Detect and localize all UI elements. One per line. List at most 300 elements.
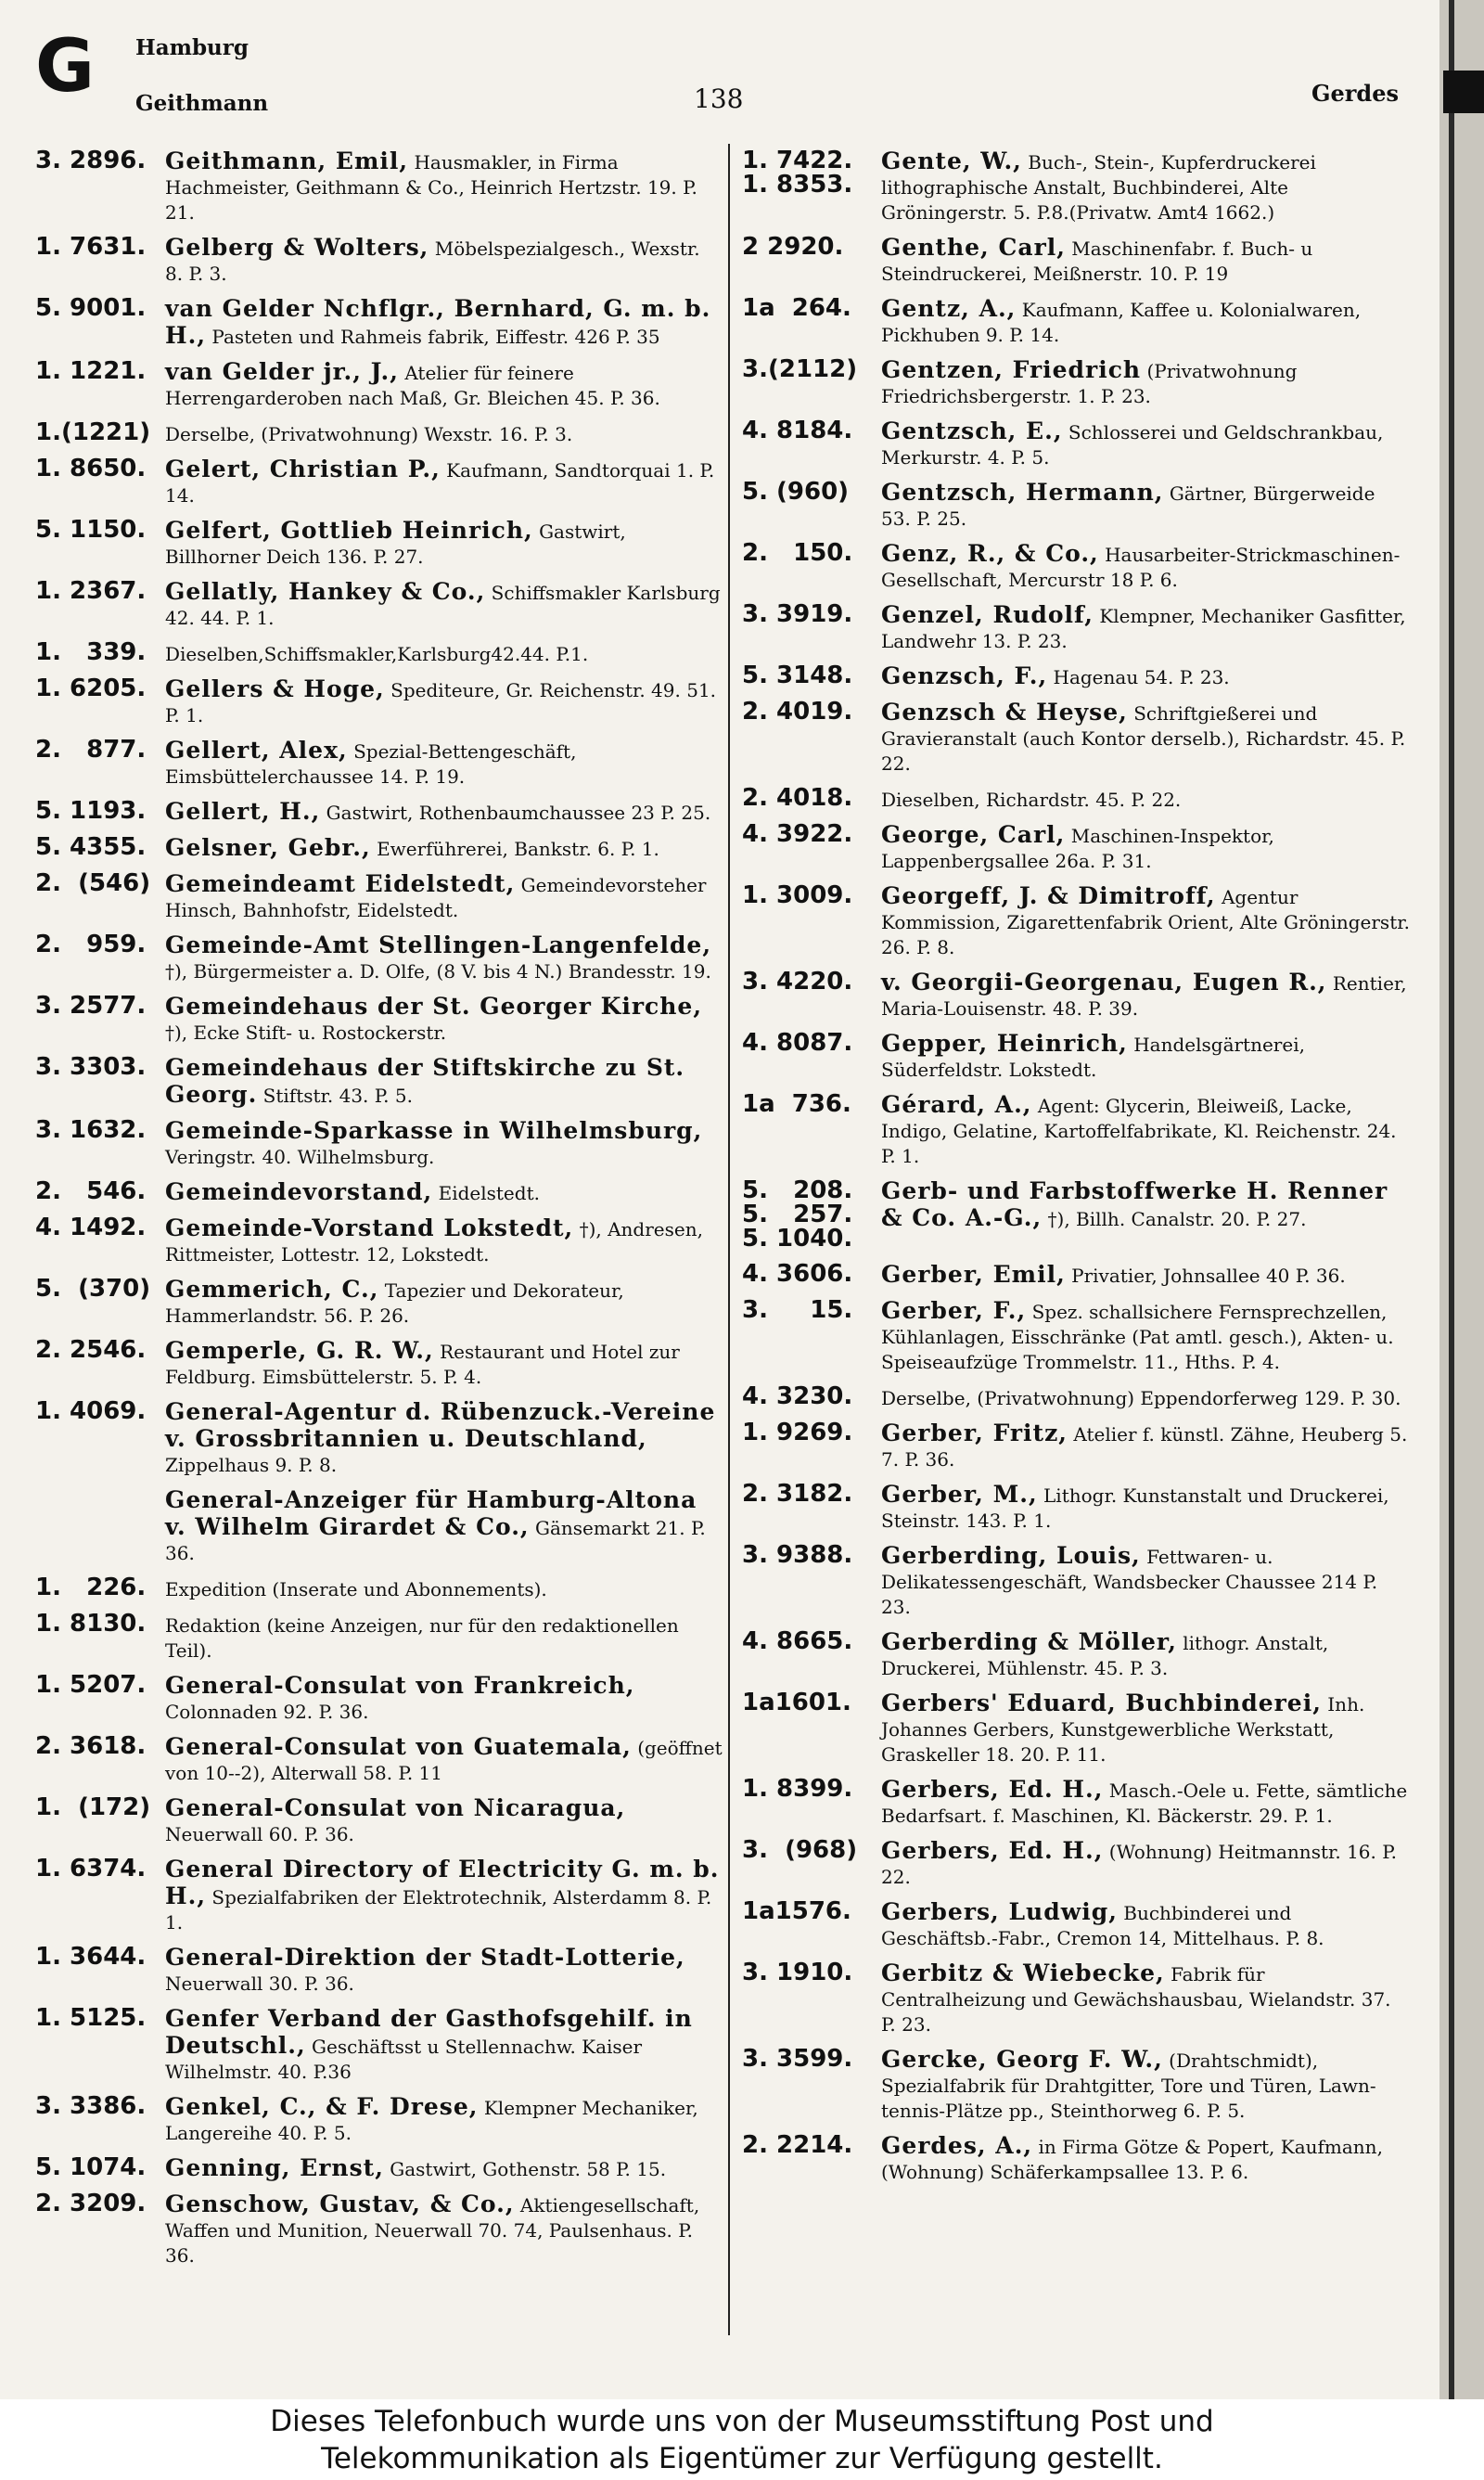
entry-body [165,640,723,667]
entry-name: Genzsch & Heyse, [881,699,1128,726]
entry-name: Gemeinde-Sparkasse in Wilhelmsburg, [165,1117,703,1144]
entry-details: (Drahtschmidt), Spezialfabrik für Drahtgitter, Tore und Türen, Lawn-tennis-Plätze pp., Steinthorweg 6. P. 5. [881,2050,1376,2122]
directory-entry [35,296,723,350]
directory-entry [35,871,723,923]
entry-body [165,2006,723,2085]
entry-body [881,296,1410,348]
entry-name: Genthe, Carl, [881,234,1066,261]
phone-number: 1. 1221. [35,357,147,385]
directory-entry [742,1899,1410,1951]
entry-name: v. Georgii-Georgenau, Eugen R., [881,969,1327,996]
directory-entry [742,541,1410,593]
directory-entry [35,1179,723,1206]
entry-body [165,1857,723,1935]
entry-body [165,1487,723,1566]
phone-number: 3. 2577. [35,992,147,1020]
entry-details: Stiftstr. 43. P. 5. [262,1085,413,1107]
directory-entry [35,676,723,728]
phone-number: 3. 1632. [35,1116,147,1144]
header-city: Hamburg [135,35,249,60]
directory-entry [35,2155,723,2182]
entry-details: Maschinen-Inspektor, Lappenbergsallee 26a. P. 31. [881,825,1274,872]
entry-body [881,970,1410,1022]
directory-entry [35,1945,723,1997]
entry-body [165,1795,723,1847]
phone-number: 4. 3230. [742,1382,853,1410]
directory-entry [35,1118,723,1170]
directory-entry [742,822,1410,874]
phone-number: 3. 4220. [742,968,853,996]
entry-name: Gemeindehaus der St. Georger Kirche, [165,993,703,1020]
directory-entry [35,2094,723,2146]
directory-entry [35,1338,723,1390]
entry-name: General-Anzeiger für Hamburg-Altona v. Wilhelm Girardet & Co., [165,1486,697,1540]
entry-name: George, Carl, [881,821,1066,848]
entry-body [881,1092,1410,1169]
phone-number: 5. (370) [35,1275,151,1303]
entry-details: Gärtner, Bürgerweide 53. P. 25. [881,482,1375,530]
phone-number: 4. 1492. [35,1214,147,1241]
phone-number: 3. 15. [742,1296,853,1324]
entry-details: Gastwirt, Gothenstr. 58 P. 15. [390,2158,667,2180]
phone-number: 1. 8130. [35,1610,147,1638]
entry-details: Buchbinderei und Geschäftsb.-Fabr., Cremon 14, Mittelhaus. P. 8. [881,1902,1324,1949]
entry-body [165,420,723,447]
entry-name: Gerbers' Eduard, Buchbinderei, [881,1690,1322,1716]
phone-number: 3. 2896. [35,147,147,174]
phone-number: 3.(2112) [742,355,858,383]
phone-number: 1a1601. [742,1689,851,1716]
phone-number: 5. 208. 5. 257. 5. 1040. [742,1176,853,1253]
entry-body [881,1031,1410,1083]
entry-body [881,1690,1410,1767]
directory-entry [742,700,1410,777]
directory-entry [35,640,723,667]
entry-name: Genzel, Rudolf, [881,601,1094,628]
entry-details: Maschinenfabr. f. Buch- u Steindruckerei, Meißnerstr. 10. P. 19 [881,238,1313,285]
entry-body [165,1673,723,1725]
directory-entry [742,1092,1410,1169]
entry-details: Spez. schallsichere Fernsprechzellen, Kühlanlagen, Eisschränke (Pat amtl. gesch.), Akten- u. Speiseaufzüge Trommelstr. 11., Hths. P. 4. [881,1301,1394,1373]
entry-name: Gentzen, Friedrich [881,356,1142,383]
entry-name: Genschow, Gustav, & Co., [165,2191,515,2217]
phone-number: 4. 8087. [742,1029,853,1057]
directory-entry [742,1543,1410,1620]
entry-body [165,1055,723,1109]
entry-name: Gepper, Heinrich, [881,1030,1128,1057]
entry-body [165,1338,723,1390]
entry-details: Hausmakler, in Firma Hachmeister, Geithmann & Co., Heinrich Hertzstr. 19. P. 21. [165,151,697,224]
entry-details: Hagenau 54. P. 23. [1053,666,1230,688]
directory-entry [35,994,723,1046]
entry-name: Gelsner, Gebr., [165,834,371,861]
directory-entry [35,1399,723,1478]
directory-entry [742,357,1410,409]
directory-entry [35,2191,723,2268]
entry-body [165,799,723,826]
phone-number: 1. 226. [35,1574,147,1601]
directory-entry [35,1575,723,1602]
directory-entry [742,1482,1410,1534]
column-divider [728,144,730,2335]
entry-details: Colonnaden 92. P. 36. [165,1701,369,1723]
entry-details: Atelier f. künstl. Zähne, Heuberg 5. 7. P. 36. [881,1423,1408,1471]
footer-note [0,2399,1484,2480]
entry-body [881,1298,1410,1375]
entry-details: Buch-, Stein-, Kupferdruckerei lithographische Anstalt, Buchbinderei, Alte Gröningerstr. 5. P.8.(Privatw. Amt4 1662.) [881,151,1316,224]
entry-name: Gemeindevorstand, [165,1178,433,1205]
entry-body [165,1399,723,1478]
entry-name: Gentzsch, E., [881,418,1063,444]
entry-body [881,1777,1410,1829]
phone-number: 3. 3303. [35,1053,147,1081]
entry-body [881,357,1410,409]
entry-name: General Directory of Electricity G. m. b. H., [165,1856,720,1909]
entry-body [881,700,1410,777]
entry-body [881,541,1410,593]
directory-entry [742,2047,1410,2124]
directory-entry [742,296,1410,348]
phone-number: 1. 5125. [35,2004,147,2032]
entry-name: Gemeindeamt Eidelstedt, [165,870,516,897]
phone-number: 1. 7631. [35,233,147,261]
page-edge [1439,0,1484,2399]
entry-details: Atelier für feinere Herrengarderoben nach Maß, Gr. Bleichen 45. P. 36. [165,362,660,409]
entry-body [881,480,1410,532]
phone-number: 2. 3618. [35,1732,147,1760]
entry-details: †), Andresen, Rittmeister, Lottestr. 12, Lokstedt. [165,1218,703,1266]
directory-entry [35,1857,723,1935]
phone-number: 1a 264. [742,294,851,322]
directory-entry [35,835,723,862]
phone-number: 1a 736. [742,1090,851,1118]
phone-number: 4. 3606. [742,1260,853,1288]
entry-name: Gellert, Alex, [165,737,348,764]
entry-body [165,296,723,350]
directory-entry [742,663,1410,690]
entry-name: Gelfert, Gottlieb Heinrich, [165,517,533,544]
entry-details: Spediteure, Gr. Reichenstr. 49. 51. P. 1. [165,679,717,726]
entry-details: Fettwaren- u. Delikatessengeschäft, Wandsbecker Chaussee 214 P. 23. [881,1546,1378,1618]
phone-number: 1. 8650. [35,455,147,482]
entry-body [165,994,723,1046]
entry-details: Redaktion (keine Anzeigen, nur für den redaktionellen Teil). [165,1614,679,1662]
entry-name: Gerber, Emil, [881,1261,1066,1288]
entry-body [165,1118,723,1170]
entry-details: (Privatwohnung Friedrichsbergerstr. 1. P. 23. [881,360,1298,407]
entry-body [165,359,723,411]
entry-body [881,1543,1410,1620]
phone-number: 1. 6205. [35,675,147,702]
entry-details: Lithogr. Kunstanstalt und Druckerei, Steinstr. 143. P. 1. [881,1484,1389,1532]
entry-body [165,1575,723,1602]
phone-number: 2. 2546. [35,1336,147,1364]
entry-body [165,871,723,923]
entry-details: Dieselben, Richardstr. 45. P. 22. [881,789,1182,811]
phone-number: 2. (546) [35,869,151,897]
entry-name: General-Direktion der Stadt-Lotterie, [165,1944,685,1971]
directory-entry [742,235,1410,287]
entry-details: Aktiengesellschaft, Waffen und Munition, Neuerwall 70. 74, Paulsenhaus. P. 36. [165,2194,700,2267]
phone-number: 1. 6374. [35,1855,147,1882]
entry-name: Georgeff, J. & Dimitroff, [881,882,1216,909]
entry-details: in Firma Götze & Popert, Kaufmann, (Wohnung) Schäferkampsallee 13. P. 6. [881,2136,1383,2183]
entry-name: van Gelder Nchflgr., Bernhard, G. m. b. H., [165,295,711,349]
entry-name: Gerbers, Ed. H., [881,1837,1104,1864]
phone-number: 3. 3919. [742,600,853,628]
phone-number: 5. 9001. [35,294,147,322]
entry-name: Gemeinde-Amt Stellingen-Langenfelde, [165,932,712,958]
directory-entry [742,1031,1410,1083]
phone-number: 4. 8184. [742,417,853,444]
directory-entry [35,579,723,631]
directory-entry [35,1487,723,1566]
entry-details: Restaurant und Hotel zur Feldburg. Eimsbüttelerstr. 5. P. 4. [165,1341,680,1388]
phone-number: 2. 4018. [742,784,853,812]
entry-name: Genning, Ernst, [165,2154,384,2181]
binding-strip [1449,0,1454,2399]
entry-name: Gerber, F., [881,1297,1027,1324]
entry-details: Gänsemarkt 21. P. 36. [165,1517,706,1564]
directory-entry [742,1298,1410,1375]
directory-entry [742,1777,1410,1829]
phone-number: 1. 3644. [35,1943,147,1971]
directory-entry [742,602,1410,654]
directory-entry [742,2133,1410,2185]
entry-body [881,663,1410,690]
entry-body [165,579,723,631]
entry-details: Geschäftsst u Stellennachw. Kaiser Wilhelmstr. 40. P.36 [165,2036,643,2083]
entry-body [165,2155,723,2182]
phone-number: 1. 3009. [742,881,853,909]
directory-entry [35,518,723,570]
entry-details: Zippelhaus 9. P. 8. [165,1454,338,1476]
entry-details: lithogr. Anstalt, Druckerei, Mühlenstr. 45. P. 3. [881,1632,1329,1679]
phone-number: 3. 9388. [742,1541,853,1569]
directory-entry [742,1178,1410,1251]
phone-number: 3. 1910. [742,1959,853,1986]
directory-entry [742,1629,1410,1681]
phone-number: 4. 8665. [742,1627,853,1655]
directory-entry [742,1420,1410,1472]
entry-details: Agent: Glycerin, Bleiweiß, Lacke, Indigo, Gelatine, Kartoffelfabrikate, Kl. Reichenstr. 24. P. 1. [881,1095,1397,1167]
entry-name: Gerbers, Ludwig, [881,1898,1118,1925]
entry-name: Gerb- und Farbstoffwerke H. Renner & Co. A.-G., [881,1177,1388,1231]
entry-name: Gemmerich, C., [165,1276,379,1303]
phone-number: 2. 2214. [742,2131,853,2159]
phone-number: 2. 150. [742,539,853,567]
entry-name: Gérard, A., [881,1091,1032,1118]
phone-number: 1. 7422. 1. 8353. [742,147,853,199]
entry-body [881,148,1410,225]
entry-details: Veringstr. 40. Wilhelmsburg. [165,1146,435,1168]
directory-entry [742,1838,1410,1890]
directory-entry [35,420,723,447]
phone-number: 1.(1221) [35,418,151,446]
left-column [35,148,723,2278]
directory-entry [35,456,723,508]
entry-body [881,786,1410,813]
phone-number: 2. 4019. [742,698,853,726]
entry-name: General-Agentur d. Rübenzuck.-Vereine v. Grossbritannien u. Deutschland, [165,1398,716,1452]
entry-details: Schlosserei und Geldschrankbau, Merkurstr. 4. P. 5. [881,421,1384,469]
directory-entry [35,1277,723,1329]
entry-details: Hausarbeiter-Strickmaschinen-Gesellschaft, Mercurstr 18 P. 6. [881,544,1401,591]
directory-entry [35,799,723,826]
entry-body [165,1277,723,1329]
entry-name: General-Consulat von Nicaragua, [165,1794,626,1821]
directory-entry [742,970,1410,1022]
entry-body [165,1734,723,1786]
entry-details: Privatier, Johnsallee 40 P. 36. [1071,1265,1346,1287]
entry-name: Gelberg & Wolters, [165,234,429,261]
directory-entry [742,148,1410,225]
thumb-tab [1443,71,1484,113]
directory-entry [742,786,1410,813]
entry-body [165,738,723,790]
entry-name: Gellatly, Hankey & Co., [165,578,486,605]
directory-entry [742,1262,1410,1289]
entry-details: Schiffsmakler Karlsburg 42. 44. P. 1. [165,582,721,629]
entry-details: Handelsgärtnerei, Süderfeldstr. Lokstedt. [881,1034,1305,1081]
phone-number: 2. 959. [35,931,147,958]
header-last-entry: Gerdes [1311,80,1399,107]
entry-body [165,1612,723,1664]
directory-entry [35,1215,723,1267]
entry-body [165,148,723,225]
entry-details: Eidelstedt. [438,1182,540,1204]
entry-details: Masch.-Oele u. Fette, sämtliche Bedarfsart. f. Maschinen, Kl. Bäckerstr. 29. P. 1. [881,1780,1408,1827]
directory-entry [742,883,1410,960]
entry-name: Genkel, C., & F. Drese, [165,2093,479,2120]
entry-name: Gellers & Hoge, [165,675,385,702]
entry-body [881,1838,1410,1890]
entry-name: Gellert, H., [165,798,321,825]
phone-number: 5. 1074. [35,2153,147,2181]
phone-number: 4. 3922. [742,820,853,848]
phone-number: 5. 4355. [35,833,147,861]
entry-body [881,2133,1410,2185]
entry-details: Gastwirt, Rothenbaumchaussee 23 P. 25. [326,802,711,824]
directory-entry [35,2006,723,2085]
entry-details: Agentur Kommission, Zigarettenfabrik Orient, Alte Gröningerstr. 26. P. 8. [881,886,1410,958]
entry-body [881,1262,1410,1289]
entry-name: Gerbers, Ed. H., [881,1776,1104,1803]
entry-name: Geithmann, Emil, [165,148,409,174]
entry-details: Kaufmann, Sandtorquai 1. P. 14. [165,459,715,507]
entry-name: Genfer Verband der Gasthofsgehilf. in Deutschl., [165,2005,693,2059]
entry-details: Dieselben,Schiffsmakler,Karlsburg42.44. P.1. [165,643,589,665]
phone-number: 5. 1193. [35,797,147,825]
directory-entry [35,1734,723,1786]
directory-entry [35,1612,723,1664]
phone-number: 1a1576. [742,1897,851,1925]
directory-entry [35,148,723,225]
entry-name: Gemeinde-Vorstand Lokstedt, [165,1214,574,1241]
directory-entry [35,1795,723,1847]
directory-entry [35,1673,723,1725]
directory-entry [742,1690,1410,1767]
directory-entry [742,480,1410,532]
directory-entry [742,418,1410,470]
right-column [742,148,1410,2194]
entry-body [881,602,1410,654]
entry-details: Fabrik für Centralheizung und Gewächshausbau, Wielandstr. 37. P. 23. [881,1963,1391,2036]
entry-details: Möbelspezialgesch., Wexstr. 8. P. 3. [165,238,700,285]
phone-number: 2. 546. [35,1177,147,1205]
entry-details: Neuerwall 30. P. 36. [165,1972,354,1995]
entry-name: Gerdes, A., [881,2132,1033,2159]
entry-details: Rentier, Maria-Louisenstr. 48. P. 39. [881,972,1407,1020]
entry-details: Gastwirt, Billhorner Deich 136. P. 27. [165,520,626,568]
directory-entry [35,932,723,984]
entry-name: Gercke, Georg F. W., [881,2046,1163,2073]
entry-name: Gerberding, Louis, [881,1542,1141,1569]
entry-body [165,456,723,508]
entry-body [165,676,723,728]
phone-number: 1. 2367. [35,577,147,605]
entry-name: Gerber, Fritz, [881,1420,1068,1446]
phone-number: 5. 3148. [742,662,853,689]
entry-body [165,1215,723,1267]
entry-name: General-Consulat von Guatemala, [165,1733,632,1760]
entry-body [165,1179,723,1206]
entry-details: †), Billh. Canalstr. 20. P. 27. [1047,1208,1307,1230]
entry-name: Gerbitz & Wiebecke, [881,1960,1165,1986]
phone-number: 5. 1150. [35,516,147,544]
entry-name: Genz, R., & Co., [881,540,1099,567]
phone-number: 2. 3182. [742,1480,853,1508]
phone-number: 3. (968) [742,1836,858,1864]
entry-details: Derselbe, (Privatwohnung) Wexstr. 16. P. 3. [165,423,573,445]
entry-name: van Gelder jr., J., [165,358,399,385]
phone-number: 3. 3386. [35,2092,147,2120]
phone-number: 2. 877. [35,736,147,764]
entry-name: Gentzsch, Hermann, [881,479,1164,506]
entry-body [881,1960,1410,2037]
entry-body [165,1945,723,1997]
entry-body [881,418,1410,470]
entry-body [165,2191,723,2268]
entry-details: Ewerführerei, Bankstr. 6. P. 1. [377,838,659,860]
entry-body [165,235,723,287]
phone-number: 1. 339. [35,638,147,666]
phone-number: 1. 9269. [742,1419,853,1446]
phone-number [35,1487,165,1566]
directory-entry [35,738,723,790]
entry-name: Gemeindehaus der Stiftskirche zu St. Georg. [165,1054,685,1108]
entry-name: Gentz, A., [881,295,1017,322]
section-letter: G [35,25,96,109]
entry-body [165,835,723,862]
phone-number: 1. 8399. [742,1775,853,1803]
entry-details: Klempner Mechaniker, Langereihe 40. P. 5. [165,2097,698,2144]
entry-details: Klempner, Mechaniker Gasfitter, Landwehr 13. P. 23. [881,605,1406,652]
entry-details: Inh. Johannes Gerbers, Kunstgewerbliche Werkstatt, Graskeller 18. 20. P. 11. [881,1693,1365,1766]
entry-details: Schriftgießerei und Gravieranstalt (auch Kontor derselb.), Richardstr. 45. P. 22. [881,702,1406,775]
entry-body [881,1482,1410,1534]
entry-name: Gelert, Christian P., [165,456,441,482]
phone-number: 2 2920. [742,233,844,261]
entry-name: Gente, W., [881,148,1022,174]
phone-number: 1. (172) [35,1793,151,1821]
directory-entry [35,359,723,411]
entry-name: Gerberding & Möller, [881,1628,1177,1655]
entry-body [881,1629,1410,1681]
entry-details: Expedition (Inserate und Abonnements). [165,1578,547,1600]
phone-number: 2. 3209. [35,2190,147,2217]
entry-body [881,883,1410,960]
